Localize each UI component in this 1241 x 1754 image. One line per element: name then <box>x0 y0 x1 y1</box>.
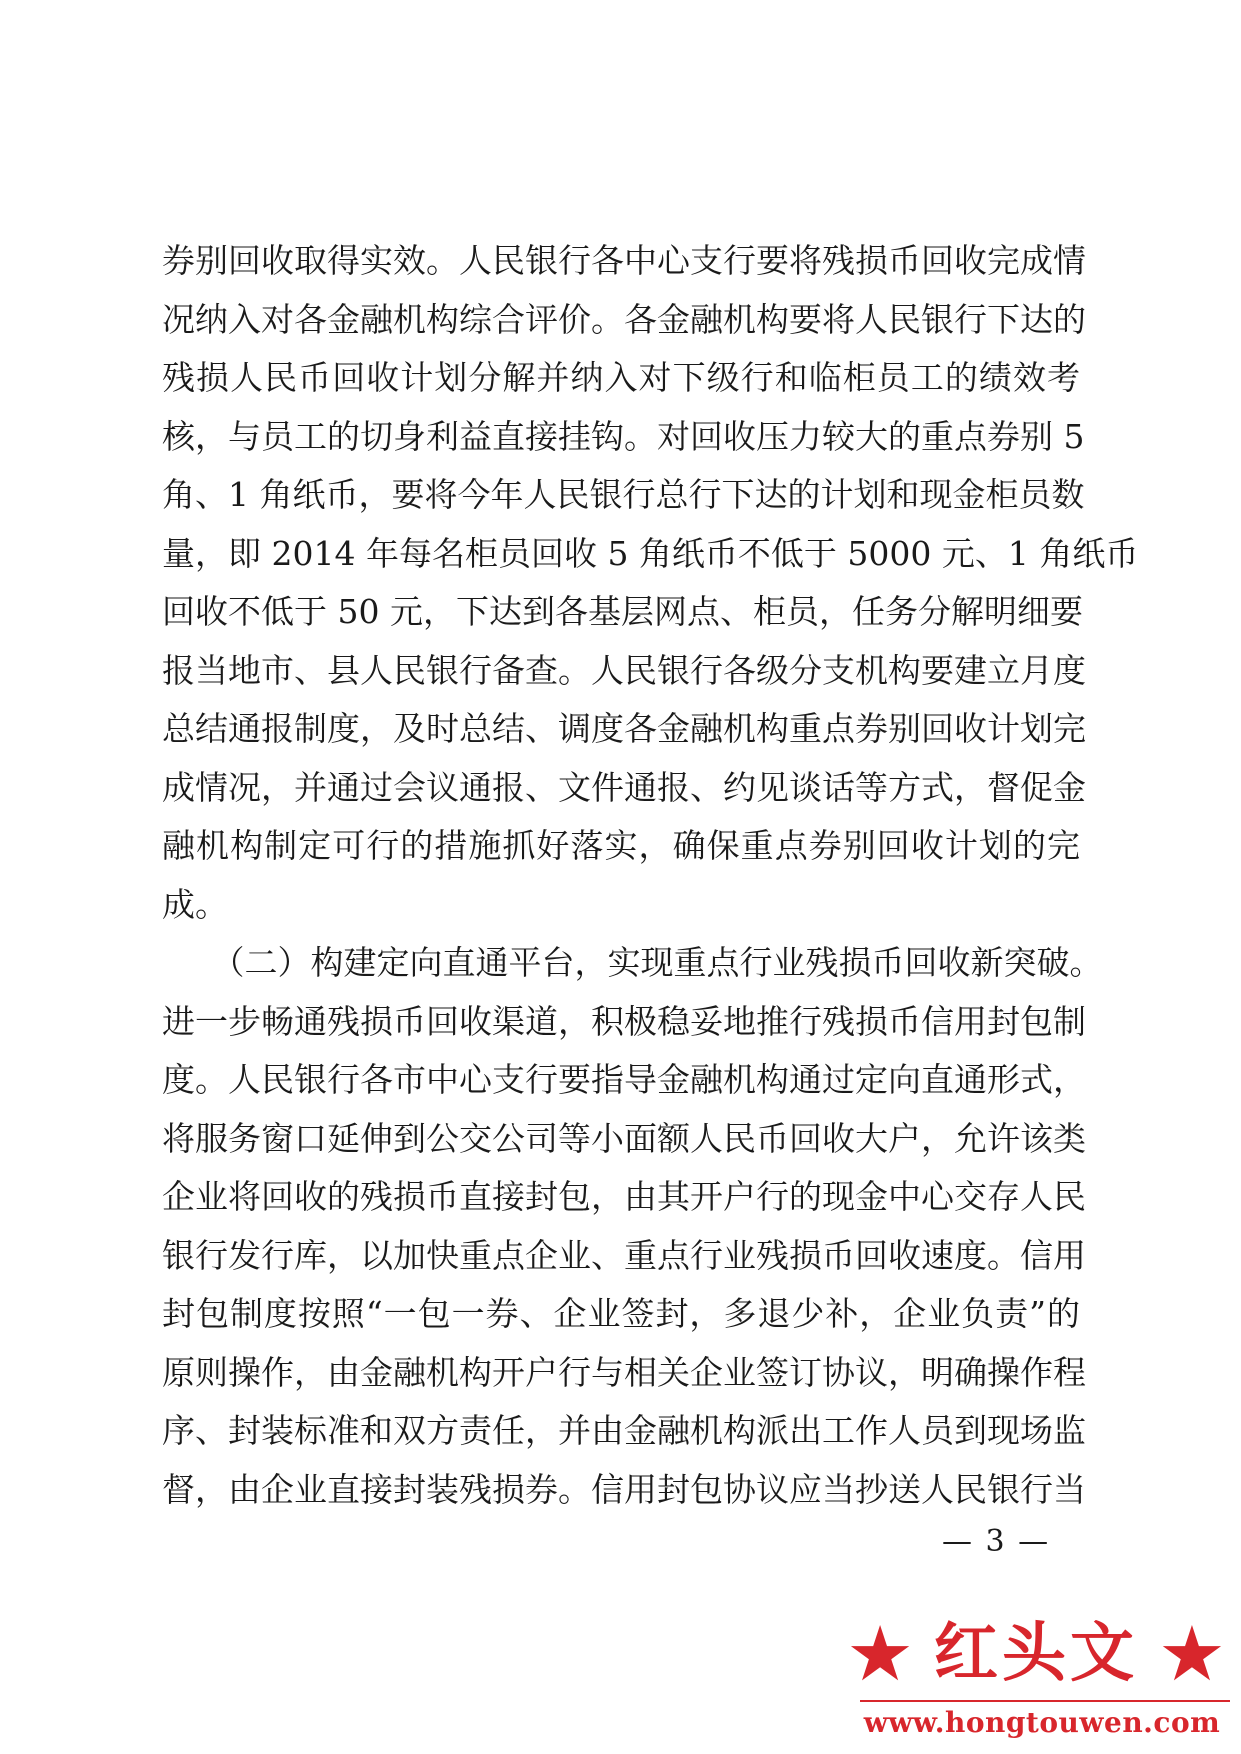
text-line: 角、1 角纸币，要将今年人民银行总行下达的计划和现金柜员数 <box>162 475 1085 514</box>
text-line: 企业将回收的残损币直接封包，由其开户行的现金中心交存人民 <box>162 1177 1086 1216</box>
text-line: 残损人民币回收计划分解并纳入对下级行和临柜员工的绩效考 <box>162 358 1080 397</box>
watermark-url: www.hongtouwen.com <box>863 1706 1221 1739</box>
text-line: 进一步畅通残损币回收渠道，积极稳妥地推行残损币信用封包制 <box>162 1001 1086 1041</box>
text-line: 总结通报制度，及时总结、调度各金融机构重点券别回收计划完 <box>162 709 1086 748</box>
page-number: — 3 — <box>942 1524 1051 1559</box>
text-line: 报当地市、县人民银行备查。人民银行各级分支机构要建立月度 <box>162 650 1086 690</box>
star-icon: ★ <box>1157 1609 1226 1698</box>
watermark-banner <box>846 1609 1226 1698</box>
section-heading-line: （二）构建定向直通平台，实现重点行业残损币回收新突破。 <box>162 943 1103 982</box>
watermark-title: 红头文 <box>934 1616 1138 1691</box>
text-line: 量，即 2014 年每名柜员回收 5 角纸币不低于 5000 元、1 角纸币 <box>162 533 1139 573</box>
text-line: 督，由企业直接封装残损券。信用封包协议应当抄送人民银行当 <box>162 1469 1086 1509</box>
text-line: 封包制度按照“一包一券、企业签封，多退少补，企业负责”的 <box>162 1294 1080 1333</box>
text-line: 成。 <box>162 884 228 924</box>
text-line: 度。人民银行各市中心支行要指导金融机构通过定向直通形式， <box>162 1060 1086 1099</box>
text-line: 券别回收取得实效。人民银行各中心支行要将残损币回收完成情 <box>162 241 1086 280</box>
body-text <box>162 232 1139 1519</box>
text-line: 核，与员工的切身利益直接挂钩。对回收压力较大的重点券别 5 <box>162 416 1085 456</box>
text-line: 融机构制定可行的措施抓好落实，确保重点券别回收计划的完 <box>162 826 1080 865</box>
text-line: 银行发行库，以加快重点企业、重点行业残损币回收速度。信用 <box>162 1235 1086 1275</box>
text-line: 成情况，并通过会议通报、文件通报、约见谈话等方式，督促金 <box>162 767 1086 807</box>
text-line: 回收不低于 50 元，下达到各基层网点、柜员，任务分解明细要 <box>162 592 1083 631</box>
watermark-divider <box>860 1700 1230 1702</box>
text-line: 况纳入对各金融机构综合评价。各金融机构要将人民银行下达的 <box>162 299 1086 339</box>
watermark <box>836 1609 1236 1754</box>
text-line: 序、封装标准和双方责任，并由金融机构派出工作人员到现场监 <box>162 1411 1086 1450</box>
text-line: 原则操作，由金融机构开户行与相关企业签订协议，明确操作程 <box>162 1352 1086 1392</box>
text-line: 将服务窗口延伸到公交公司等小面额人民币回收大户，允许该类 <box>162 1118 1086 1158</box>
star-icon: ★ <box>846 1609 915 1698</box>
